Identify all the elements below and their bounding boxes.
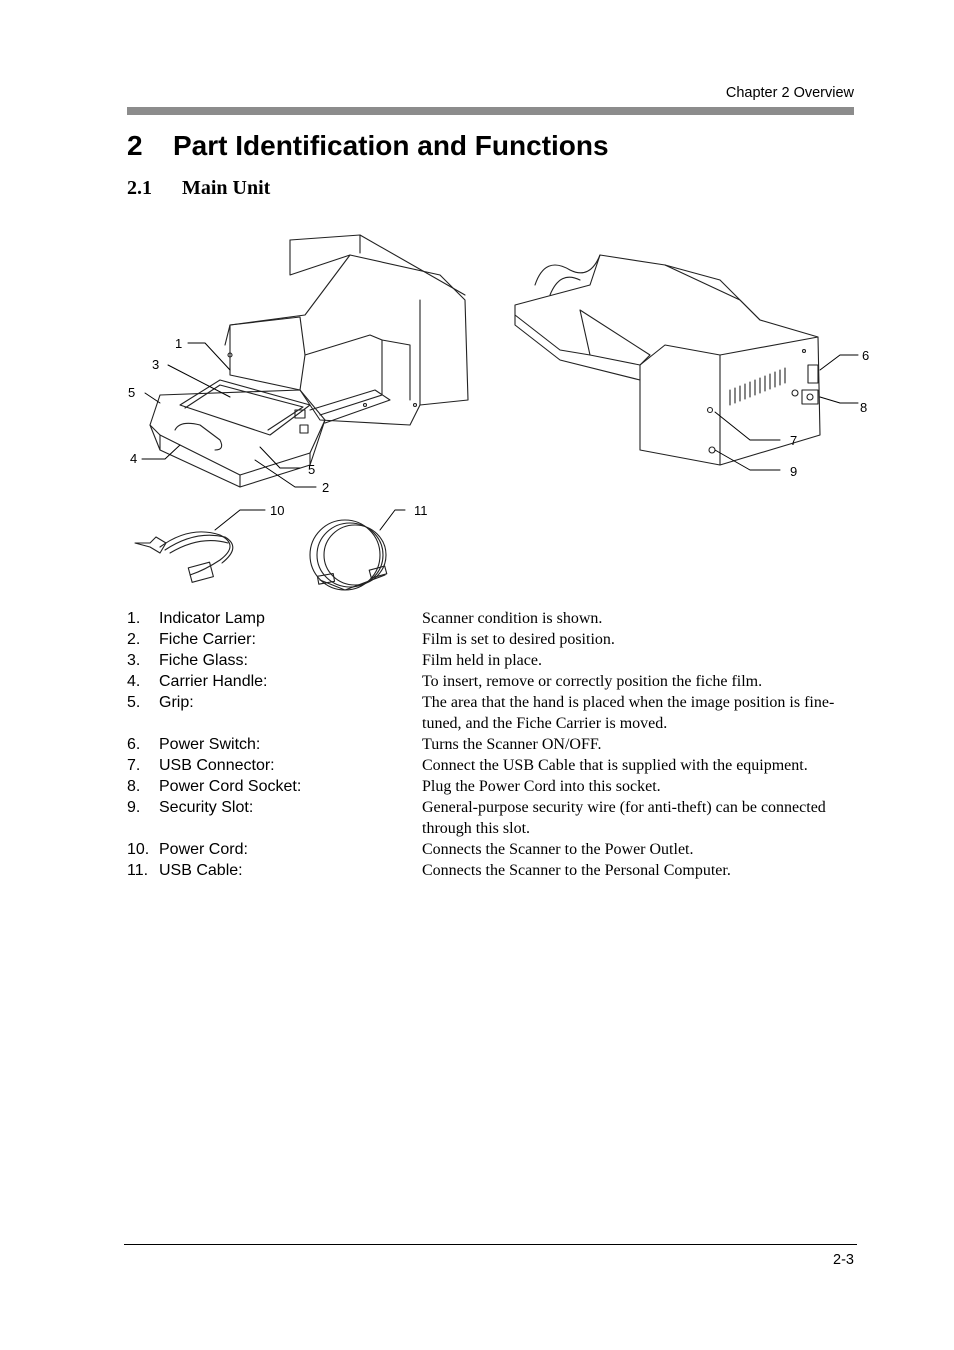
part-number: 6. — [127, 736, 141, 753]
part-description: Connects the Scanner to the Power Outlet. — [422, 841, 694, 858]
part-item — [127, 776, 854, 797]
part-name: USB Connector: — [159, 757, 275, 774]
part-number: 1. — [127, 610, 141, 627]
part-description: Film is set to desired position. — [422, 631, 615, 648]
part-description: Connect the USB Cable that is supplied with the equipment. — [422, 757, 808, 774]
part-item — [127, 839, 854, 860]
part-number: 3. — [127, 652, 141, 669]
part-number: 9. — [127, 799, 141, 816]
callout-1: 1 — [175, 336, 183, 351]
callout-9: 9 — [790, 464, 798, 479]
callout-11: 11 — [414, 503, 428, 518]
page-number: 2-3 — [833, 1252, 854, 1268]
callout-4: 4 — [130, 451, 138, 466]
callout-2: 2 — [322, 480, 330, 495]
part-item — [127, 755, 854, 776]
chapter-title: Part Identification and Functions — [173, 130, 609, 161]
callout-7: 7 — [790, 433, 798, 448]
usb-cable-illustration — [310, 520, 387, 590]
part-number: 8. — [127, 778, 141, 795]
chapter-number: 2 — [127, 130, 143, 161]
section-title: Main Unit — [182, 177, 271, 199]
part-number: 5. — [127, 694, 141, 711]
part-description: Scanner condition is shown. — [422, 610, 603, 627]
part-description: Turns the Scanner ON/OFF. — [422, 736, 602, 753]
part-description: Film held in place. — [422, 652, 542, 669]
callout-6: 6 — [862, 348, 870, 363]
section-heading — [127, 177, 270, 200]
part-name: Security Slot: — [159, 799, 254, 816]
part-item — [127, 629, 854, 650]
front-view-scanner — [150, 235, 468, 487]
part-item — [127, 692, 854, 734]
part-item — [127, 860, 854, 881]
part-item — [127, 650, 854, 671]
part-number: 7. — [127, 757, 141, 774]
part-name: Power Switch: — [159, 736, 261, 753]
part-description: Plug the Power Cord into this socket. — [422, 778, 661, 795]
part-name: Indicator Lamp — [159, 610, 265, 627]
part-name: Fiche Carrier: — [159, 631, 256, 648]
part-number: 10. — [127, 841, 150, 858]
callout-3: 3 — [152, 357, 160, 372]
callout-10: 10 — [270, 503, 285, 518]
part-item — [127, 671, 854, 692]
part-item — [127, 734, 854, 755]
part-name: Carrier Handle: — [159, 673, 268, 690]
part-description: Connects the Scanner to the Personal Computer. — [422, 862, 731, 879]
rear-view-scanner — [515, 255, 820, 465]
part-description: To insert, remove or correctly position the fiche film. — [422, 673, 763, 690]
scanner-illustration — [120, 225, 880, 605]
parts-list — [127, 608, 854, 881]
power-cord-illustration — [135, 532, 233, 582]
part-name: Power Cord Socket: — [159, 778, 302, 795]
footer-rule — [124, 1244, 857, 1245]
part-number: 11. — [127, 862, 149, 879]
part-number: 4. — [127, 673, 141, 690]
part-item — [127, 797, 854, 839]
callout-5-left: 5 — [128, 385, 136, 400]
section-number: 2.1 — [127, 177, 152, 199]
part-name: Power Cord: — [159, 841, 248, 858]
part-number: 2. — [127, 631, 141, 648]
running-header: Chapter 2 Overview — [725, 85, 854, 101]
part-name: USB Cable: — [159, 862, 243, 879]
chapter-heading — [127, 130, 609, 162]
part-item — [127, 608, 854, 629]
part-name: Fiche Glass: — [159, 652, 248, 669]
callout-8: 8 — [860, 400, 868, 415]
callout-5-bottom: 5 — [308, 462, 316, 477]
part-description: General-purpose security wire (for anti-theft) can be connected through this slot. — [422, 799, 826, 837]
part-name: Grip: — [159, 694, 194, 711]
header-rule — [127, 107, 854, 115]
part-description: The area that the hand is placed when the image position is fine-tuned, and the Fiche Carrier is moved. — [422, 694, 835, 732]
